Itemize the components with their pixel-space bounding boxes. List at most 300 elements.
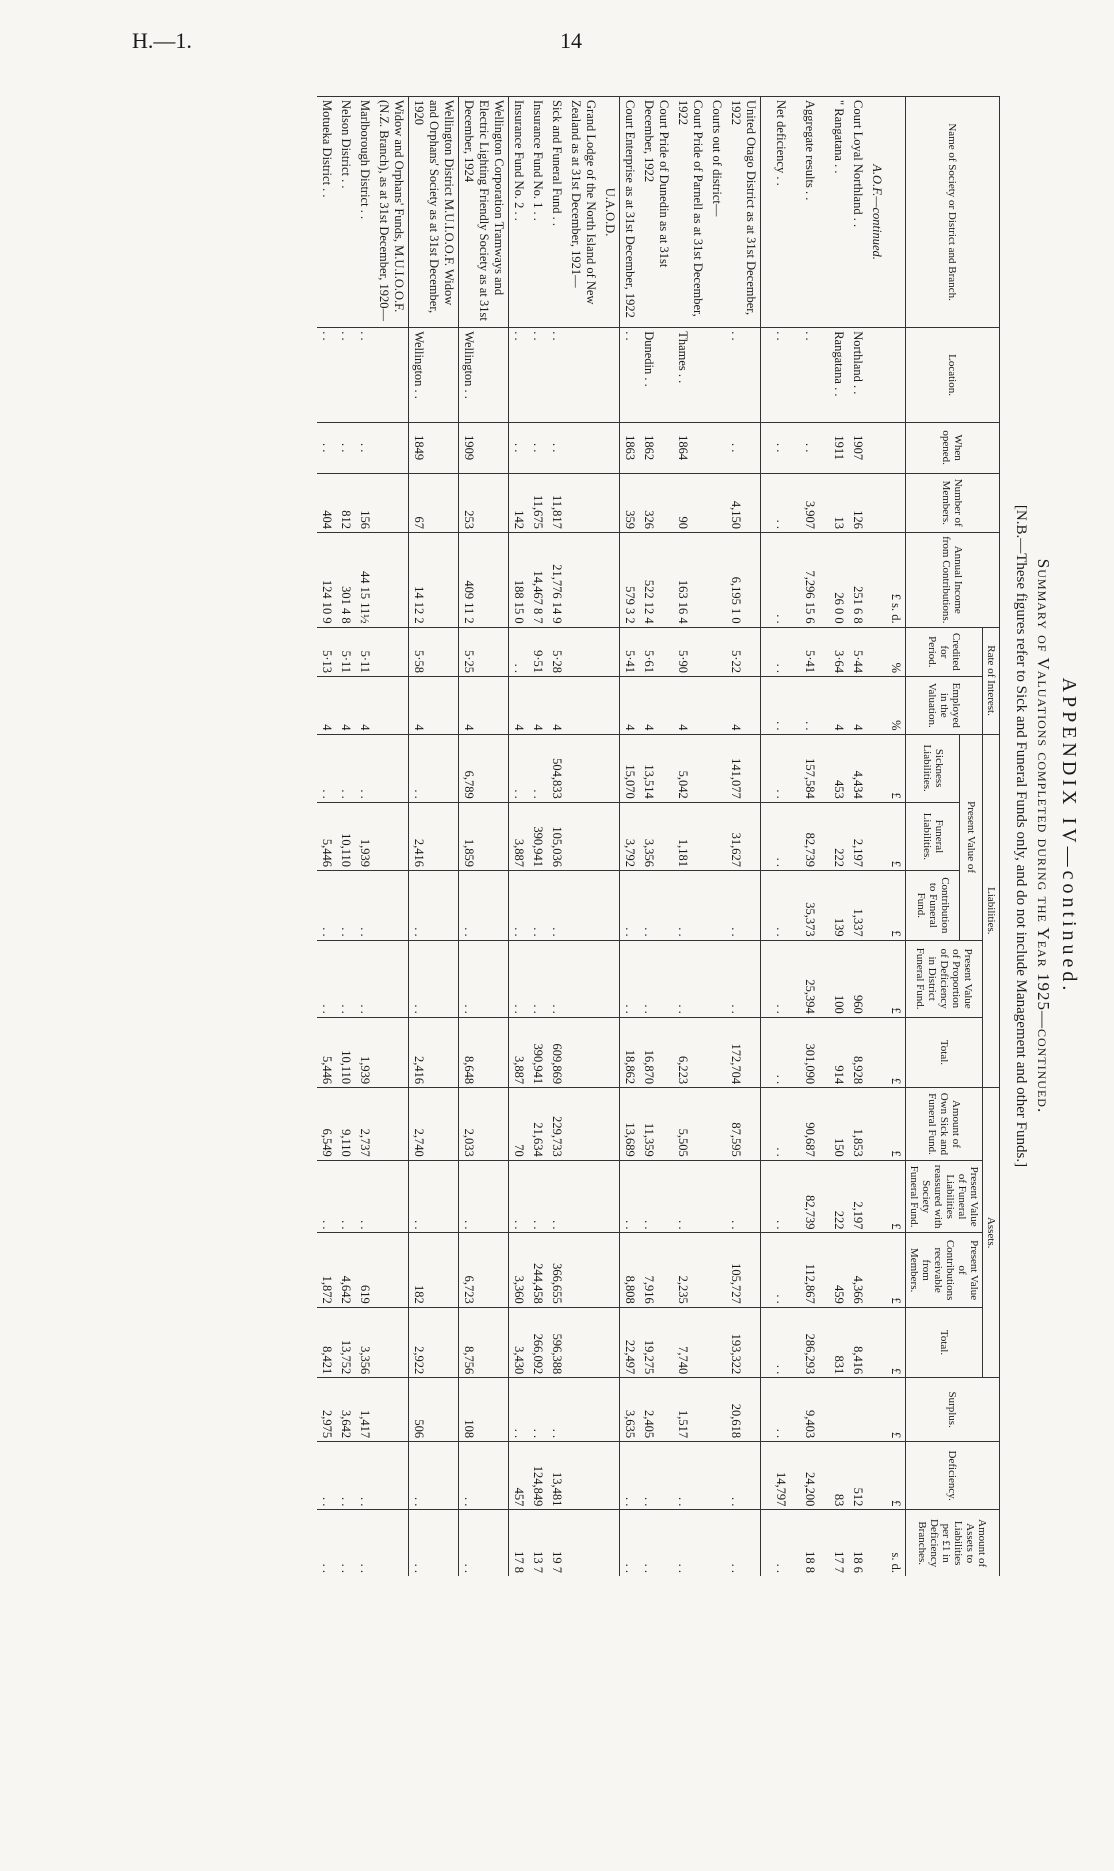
cell-rate-employed bbox=[867, 677, 886, 734]
table-row bbox=[459, 97, 509, 1577]
cell-assets-total bbox=[707, 1307, 726, 1377]
cell-proportion: . . bbox=[317, 940, 336, 1017]
cell-deficiency bbox=[761, 1442, 772, 1510]
cell-rate-credited: 5·25 bbox=[459, 627, 509, 676]
cell-rate-employed: 4 bbox=[726, 677, 761, 734]
cell-proportion: . . bbox=[673, 940, 707, 1017]
cell-per-pound: . . bbox=[639, 1510, 673, 1576]
cell-surplus bbox=[600, 1378, 620, 1442]
cell-contribution bbox=[867, 871, 886, 941]
cell-sickness: 141,077 bbox=[726, 734, 761, 802]
cell-own-funds: 70 bbox=[509, 1088, 529, 1161]
cell-members: 67 bbox=[409, 473, 459, 532]
cell-liabilities-total: 10,110 bbox=[336, 1017, 355, 1087]
cell-per-pound: . . bbox=[726, 1510, 761, 1576]
cell-assets-total: 286,293 bbox=[800, 1307, 819, 1377]
cell-rate-credited: . . bbox=[509, 627, 529, 676]
cell-income: 188 15 0 bbox=[509, 532, 529, 627]
cell-per-pound: 17 8 bbox=[509, 1510, 529, 1576]
cell-funeral: 2,416 bbox=[409, 802, 459, 870]
cell-name: Court Pride of Dunedin as at 31st December, 1922 bbox=[639, 97, 673, 328]
col-rate-group: Rate of Interest. bbox=[983, 627, 1000, 734]
cell-proportion: . . bbox=[639, 940, 673, 1017]
cell-surplus: 20,618 bbox=[726, 1378, 761, 1442]
cell-rate-employed: 4 bbox=[336, 677, 355, 734]
cell-opened: . . bbox=[317, 422, 336, 473]
cell-liabilities-total: 390,941 bbox=[528, 1017, 547, 1087]
cell-deficiency: . . bbox=[620, 1442, 640, 1510]
cell-sickness: . . bbox=[509, 734, 529, 802]
cell-members: 142 bbox=[509, 473, 529, 532]
cell-deficiency bbox=[790, 1442, 800, 1510]
cell-members bbox=[707, 473, 726, 532]
col-deficiency: Deficiency. bbox=[906, 1442, 1000, 1510]
summary-title: Summary of Valuations completed during the Year 1925—continued. bbox=[1034, 558, 1053, 1114]
col-own-funds: Amount of Own Sick and Funeral Fund. bbox=[906, 1088, 983, 1161]
cell-funeral bbox=[566, 802, 600, 870]
cell-sickness bbox=[600, 734, 620, 802]
cell-name: Nelson District . . bbox=[336, 97, 355, 328]
cell-funeral bbox=[761, 802, 772, 870]
cell-assets-total bbox=[761, 1307, 772, 1377]
cell-income bbox=[761, 532, 772, 627]
cell-sickness: 504,833 bbox=[547, 734, 566, 802]
cell-deficiency bbox=[566, 1442, 600, 1510]
cell-assets-total: 22,497 bbox=[620, 1307, 640, 1377]
cell-contribution: 1,337 bbox=[848, 871, 867, 941]
col-sickness: Sickness Liabilities. bbox=[906, 734, 960, 802]
cell-deficiency: 512 bbox=[848, 1442, 867, 1510]
cell-own-funds: 5,505 bbox=[673, 1088, 707, 1161]
cell-income: 14,467 8 7 bbox=[528, 532, 547, 627]
cell-location bbox=[867, 328, 886, 423]
cell-rate-credited bbox=[867, 627, 886, 676]
cell-name: Court Pride of Parnell as at 31st December, 1922 bbox=[673, 97, 707, 328]
cell-own-funds: 2,740 bbox=[409, 1088, 459, 1161]
cell-opened bbox=[819, 422, 829, 473]
cell-sickness bbox=[374, 734, 409, 802]
cell-assets-total: 19,275 bbox=[639, 1307, 673, 1377]
cell-name: U.A.O.D. bbox=[600, 97, 620, 328]
cell-own-funds: 13,689 bbox=[620, 1088, 640, 1161]
cell-funeral: 1,181 bbox=[673, 802, 707, 870]
cell-income: 26 0 0 bbox=[829, 532, 848, 627]
cell-rate-employed bbox=[819, 677, 829, 734]
table-row bbox=[829, 97, 848, 1577]
cell-funeral bbox=[600, 802, 620, 870]
cell-proportion: 960 bbox=[848, 940, 867, 1017]
cell-name: Court Enterprise as at 31st December, 1922 bbox=[620, 97, 640, 328]
cell-surplus: 1,517 bbox=[673, 1378, 707, 1442]
cell-name: Marlborough District . . bbox=[355, 97, 374, 328]
cell-contribution bbox=[761, 871, 772, 941]
cell-surplus bbox=[829, 1378, 848, 1442]
cell-location: . . bbox=[336, 328, 355, 423]
cell-receivable: 182 bbox=[409, 1233, 459, 1307]
cell-receivable bbox=[566, 1233, 600, 1307]
table-row bbox=[509, 97, 529, 1577]
cell-surplus: . . bbox=[771, 1378, 790, 1442]
cell-deficiency: . . bbox=[409, 1442, 459, 1510]
cell-name: Courts out of district— bbox=[707, 97, 726, 328]
cell-liabilities-total: . . bbox=[771, 1017, 790, 1087]
cell-members: 4,150 bbox=[726, 473, 761, 532]
cell-own-funds: 229,733 bbox=[547, 1088, 566, 1161]
cell-surplus bbox=[848, 1378, 867, 1442]
cell-contribution bbox=[600, 871, 620, 941]
cell-reassured bbox=[867, 1160, 886, 1233]
col-per-pound: Amount of Assets to Liabilities per £1 in Deficiency Branches. bbox=[906, 1510, 1000, 1576]
cell-location bbox=[761, 328, 772, 423]
cell-deficiency: 124,849 bbox=[528, 1442, 547, 1510]
cell-members: 156 bbox=[355, 473, 374, 532]
cell-opened bbox=[374, 422, 409, 473]
cell-surplus bbox=[867, 1378, 886, 1442]
unit-pound: £ bbox=[886, 1442, 906, 1510]
cell-surplus: 2,975 bbox=[317, 1378, 336, 1442]
cell-income: . . bbox=[771, 532, 790, 627]
cell-name: Grand Lodge of the North Island of New Zealand as at 31st December, 1921— bbox=[566, 97, 600, 328]
cell-funeral: 105,036 bbox=[547, 802, 566, 870]
cell-assets-total: 831 bbox=[829, 1307, 848, 1377]
cell-proportion: . . bbox=[620, 940, 640, 1017]
cell-rate-employed: 4 bbox=[673, 677, 707, 734]
cell-members bbox=[867, 473, 886, 532]
cell-rate-credited: 5·58 bbox=[409, 627, 459, 676]
cell-location: Thames . . bbox=[673, 328, 707, 423]
cell-name: Sick and Funeral Fund . . bbox=[547, 97, 566, 328]
cell-reassured bbox=[790, 1160, 800, 1233]
cell-per-pound bbox=[819, 1510, 829, 1576]
cell-reassured: . . bbox=[771, 1160, 790, 1233]
cell-rate-credited bbox=[374, 627, 409, 676]
cell-location: . . bbox=[800, 328, 819, 423]
cell-rate-credited: 5·44 bbox=[848, 627, 867, 676]
cell-funeral: 10,110 bbox=[336, 802, 355, 870]
cell-members bbox=[790, 473, 800, 532]
cell-deficiency: 83 bbox=[829, 1442, 848, 1510]
cell-rate-employed bbox=[790, 677, 800, 734]
cell-sickness: . . bbox=[355, 734, 374, 802]
cell-name: Court Loyal Northland . . bbox=[848, 97, 867, 328]
cell-income: 14 12 2 bbox=[409, 532, 459, 627]
cell-rate-employed: 4 bbox=[848, 677, 867, 734]
cell-name bbox=[819, 97, 829, 328]
cell-deficiency bbox=[867, 1442, 886, 1510]
cell-funeral: 3,887 bbox=[509, 802, 529, 870]
cell-receivable: 7,916 bbox=[639, 1233, 673, 1307]
cell-proportion: . . bbox=[355, 940, 374, 1017]
cell-rate-employed: 4 bbox=[509, 677, 529, 734]
cell-location bbox=[819, 328, 829, 423]
cell-sickness bbox=[707, 734, 726, 802]
table-row bbox=[707, 97, 726, 1577]
cell-rate-credited bbox=[790, 627, 800, 676]
cell-per-pound: 18 6 bbox=[848, 1510, 867, 1576]
cell-liabilities-total bbox=[566, 1017, 600, 1087]
cell-proportion: . . bbox=[771, 940, 790, 1017]
cell-receivable: 1,872 bbox=[317, 1233, 336, 1307]
cell-deficiency: . . bbox=[355, 1442, 374, 1510]
cell-contribution bbox=[566, 871, 600, 941]
cell-sickness: 5,042 bbox=[673, 734, 707, 802]
cell-sickness bbox=[819, 734, 829, 802]
cell-own-funds: . . bbox=[771, 1088, 790, 1161]
cell-funeral bbox=[707, 802, 726, 870]
cell-liabilities-total: 1,939 bbox=[355, 1017, 374, 1087]
unit-pound: £ bbox=[886, 734, 906, 802]
unit-pct: % bbox=[886, 677, 906, 734]
cell-receivable bbox=[374, 1233, 409, 1307]
cell-per-pound: . . bbox=[336, 1510, 355, 1576]
cell-opened: 1909 bbox=[459, 422, 509, 473]
cell-members bbox=[374, 473, 409, 532]
cell-contribution: 139 bbox=[829, 871, 848, 941]
units-row bbox=[886, 97, 906, 1577]
cell-deficiency: . . bbox=[317, 1442, 336, 1510]
table-row bbox=[317, 97, 336, 1577]
cell-rate-credited: 5·28 bbox=[547, 627, 566, 676]
cell-rate-employed: 4 bbox=[547, 677, 566, 734]
cell-liabilities-total: 8,648 bbox=[459, 1017, 509, 1087]
cell-sickness: 6,789 bbox=[459, 734, 509, 802]
cell-own-funds bbox=[600, 1088, 620, 1161]
cell-members: 812 bbox=[336, 473, 355, 532]
cell-reassured bbox=[566, 1160, 600, 1233]
cell-proportion: 25,394 bbox=[800, 940, 819, 1017]
cell-assets-total: 7,740 bbox=[673, 1307, 707, 1377]
cell-proportion bbox=[790, 940, 800, 1017]
cell-own-funds bbox=[566, 1088, 600, 1161]
cell-own-funds bbox=[819, 1088, 829, 1161]
cell-members: 404 bbox=[317, 473, 336, 532]
cell-reassured: . . bbox=[726, 1160, 761, 1233]
cell-own-funds bbox=[707, 1088, 726, 1161]
cell-rate-employed: . . bbox=[771, 677, 790, 734]
cell-surplus: 3,642 bbox=[336, 1378, 355, 1442]
cell-rate-credited: 5·11 bbox=[355, 627, 374, 676]
cell-reassured: . . bbox=[639, 1160, 673, 1233]
cell-rate-employed: . . bbox=[800, 677, 819, 734]
table-note: [N.B.—These figures refer to Sick and Funeral Funds only, and do not include Management and other Funds.] bbox=[1013, 504, 1029, 1168]
cell-rate-credited: 5·61 bbox=[639, 627, 673, 676]
cell-income bbox=[566, 532, 600, 627]
cell-income: 301 4 8 bbox=[336, 532, 355, 627]
cell-location: Rangatana . . bbox=[829, 328, 848, 423]
cell-rate-employed: 4 bbox=[829, 677, 848, 734]
cell-surplus bbox=[819, 1378, 829, 1442]
cell-rate-credited: 9·51 bbox=[528, 627, 547, 676]
col-contribution: Contribution to Funeral Fund. bbox=[906, 871, 960, 941]
cell-liabilities-total: 172,704 bbox=[726, 1017, 761, 1087]
cell-contribution: . . bbox=[409, 871, 459, 941]
cell-proportion bbox=[566, 940, 600, 1017]
cell-contribution bbox=[374, 871, 409, 941]
cell-location: . . bbox=[726, 328, 761, 423]
cell-income: 579 3 2 bbox=[620, 532, 640, 627]
cell-surplus bbox=[790, 1378, 800, 1442]
cell-opened bbox=[867, 422, 886, 473]
spacer-row bbox=[761, 97, 772, 1577]
cell-contribution: . . bbox=[673, 871, 707, 941]
cell-contribution: . . bbox=[459, 871, 509, 941]
table-row bbox=[620, 97, 640, 1577]
cell-income: 124 10 9 bbox=[317, 532, 336, 627]
cell-contribution: . . bbox=[771, 871, 790, 941]
cell-members bbox=[600, 473, 620, 532]
cell-liabilities-total bbox=[600, 1017, 620, 1087]
cell-sickness: . . bbox=[528, 734, 547, 802]
cell-opened: 1863 bbox=[620, 422, 640, 473]
cell-rate-employed bbox=[600, 677, 620, 734]
cell-funeral: 2,197 bbox=[848, 802, 867, 870]
cell-income: 163 16 4 bbox=[673, 532, 707, 627]
cell-per-pound bbox=[867, 1510, 886, 1576]
cell-proportion: . . bbox=[459, 940, 509, 1017]
table-row bbox=[848, 97, 867, 1577]
cell-funeral: 390,941 bbox=[528, 802, 547, 870]
rotated-table-sheet bbox=[90, 96, 1080, 1576]
cell-members: 11,675 bbox=[528, 473, 547, 532]
cell-liabilities-total: 2,416 bbox=[409, 1017, 459, 1087]
col-assets-total: Total. bbox=[906, 1307, 983, 1377]
cell-members: 359 bbox=[620, 473, 640, 532]
col-name: Name of Society or District and Branch. bbox=[906, 97, 1000, 328]
cell-rate-employed: 4 bbox=[639, 677, 673, 734]
cell-deficiency: . . bbox=[639, 1442, 673, 1510]
cell-liabilities-total bbox=[761, 1017, 772, 1087]
cell-opened bbox=[707, 422, 726, 473]
cell-assets-total bbox=[374, 1307, 409, 1377]
col-receivable: Present Value of Contributions receivable from Members. bbox=[906, 1233, 983, 1307]
valuation-table bbox=[317, 96, 1000, 1576]
cell-location: . . bbox=[620, 328, 640, 423]
table-row bbox=[600, 97, 620, 1577]
table-row bbox=[673, 97, 707, 1577]
cell-per-pound bbox=[790, 1510, 800, 1576]
cell-sickness: 13,514 bbox=[639, 734, 673, 802]
cell-contribution: 35,373 bbox=[800, 871, 819, 941]
cell-funeral: . . bbox=[771, 802, 790, 870]
cell-deficiency bbox=[374, 1442, 409, 1510]
cell-liabilities-total: 609,869 bbox=[547, 1017, 566, 1087]
cell-deficiency bbox=[819, 1442, 829, 1510]
cell-sickness bbox=[867, 734, 886, 802]
cell-per-pound: . . bbox=[673, 1510, 707, 1576]
col-reassured: Present Value of Funeral Liabilities reassured with Society Funeral Fund. bbox=[906, 1160, 983, 1233]
cell-rate-employed: 4 bbox=[317, 677, 336, 734]
cell-reassured: . . bbox=[409, 1160, 459, 1233]
cell-per-pound bbox=[761, 1510, 772, 1576]
cell-deficiency bbox=[600, 1442, 620, 1510]
cell-contribution bbox=[707, 871, 726, 941]
cell-reassured: . . bbox=[528, 1160, 547, 1233]
table-row bbox=[639, 97, 673, 1577]
cell-receivable: 459 bbox=[829, 1233, 848, 1307]
col-proportion: Present Value of Proportion of Deficiency in District Funeral Fund. bbox=[906, 940, 983, 1017]
cell-surplus: 9,403 bbox=[800, 1378, 819, 1442]
cell-assets-total bbox=[819, 1307, 829, 1377]
cell-rate-employed bbox=[761, 677, 772, 734]
cell-assets-total: 266,092 bbox=[528, 1307, 547, 1377]
cell-deficiency: 13,481 bbox=[547, 1442, 566, 1510]
unit-pound: £ bbox=[886, 940, 906, 1017]
unit-pound: £ bbox=[886, 802, 906, 870]
cell-proportion bbox=[761, 940, 772, 1017]
cell-assets-total bbox=[790, 1307, 800, 1377]
cell-assets-total bbox=[600, 1307, 620, 1377]
cell-name: Motueka District . . bbox=[317, 97, 336, 328]
cell-location: . . bbox=[317, 328, 336, 423]
cell-reassured bbox=[819, 1160, 829, 1233]
cell-reassured: . . bbox=[673, 1160, 707, 1233]
cell-location bbox=[374, 328, 409, 423]
table-row bbox=[726, 97, 761, 1577]
cell-members: 253 bbox=[459, 473, 509, 532]
cell-members: 3,907 bbox=[800, 473, 819, 532]
cell-rate-employed: 4 bbox=[459, 677, 509, 734]
cell-location: Wellington . . bbox=[459, 328, 509, 423]
unit-pound: £ bbox=[886, 1017, 906, 1087]
cell-name: Insurance Fund No. 1 . . bbox=[528, 97, 547, 328]
cell-opened: . . bbox=[528, 422, 547, 473]
spacer-row bbox=[819, 97, 829, 1577]
cell-rate-employed bbox=[374, 677, 409, 734]
cell-rate-employed: 4 bbox=[355, 677, 374, 734]
cell-rate-credited bbox=[761, 627, 772, 676]
cell-receivable bbox=[790, 1233, 800, 1307]
cell-proportion bbox=[374, 940, 409, 1017]
cell-assets-total bbox=[867, 1307, 886, 1377]
cell-location: . . bbox=[771, 328, 790, 423]
cell-opened: . . bbox=[726, 422, 761, 473]
cell-sickness bbox=[761, 734, 772, 802]
col-funeral: Funeral Liabilities. bbox=[906, 802, 960, 870]
cell-receivable: 619 bbox=[355, 1233, 374, 1307]
cell-assets-total: 8,421 bbox=[317, 1307, 336, 1377]
cell-own-funds: 21,634 bbox=[528, 1088, 547, 1161]
cell-liabilities-total: 914 bbox=[829, 1017, 848, 1087]
cell-contribution: . . bbox=[620, 871, 640, 941]
cell-surplus bbox=[761, 1378, 772, 1442]
cell-name: " Rangatana . . bbox=[829, 97, 848, 328]
cell-opened bbox=[566, 422, 600, 473]
cell-per-pound bbox=[566, 1510, 600, 1576]
cell-reassured: . . bbox=[336, 1160, 355, 1233]
cell-sickness: 15,070 bbox=[620, 734, 640, 802]
cell-contribution: . . bbox=[528, 871, 547, 941]
cell-income bbox=[707, 532, 726, 627]
cell-reassured: 222 bbox=[829, 1160, 848, 1233]
col-liabilities-total: Total. bbox=[906, 1017, 983, 1087]
cell-deficiency: . . bbox=[726, 1442, 761, 1510]
col-rate-credited: Credited for Period. bbox=[906, 627, 983, 676]
cell-location: . . bbox=[355, 328, 374, 423]
cell-location: Wellington . . bbox=[409, 328, 459, 423]
cell-rate-employed: 4 bbox=[409, 677, 459, 734]
cell-assets-total: 596,388 bbox=[547, 1307, 566, 1377]
cell-own-funds: 90,687 bbox=[800, 1088, 819, 1161]
cell-rate-employed bbox=[707, 677, 726, 734]
cell-funeral: 1,939 bbox=[355, 802, 374, 870]
cell-name: Aggregate results . . bbox=[800, 97, 819, 328]
cell-contribution: . . bbox=[317, 871, 336, 941]
cell-surplus: 1,417 bbox=[355, 1378, 374, 1442]
col-location: Location. bbox=[906, 328, 1000, 423]
cell-opened: . . bbox=[355, 422, 374, 473]
cell-contribution: . . bbox=[726, 871, 761, 941]
cell-deficiency: . . bbox=[336, 1442, 355, 1510]
